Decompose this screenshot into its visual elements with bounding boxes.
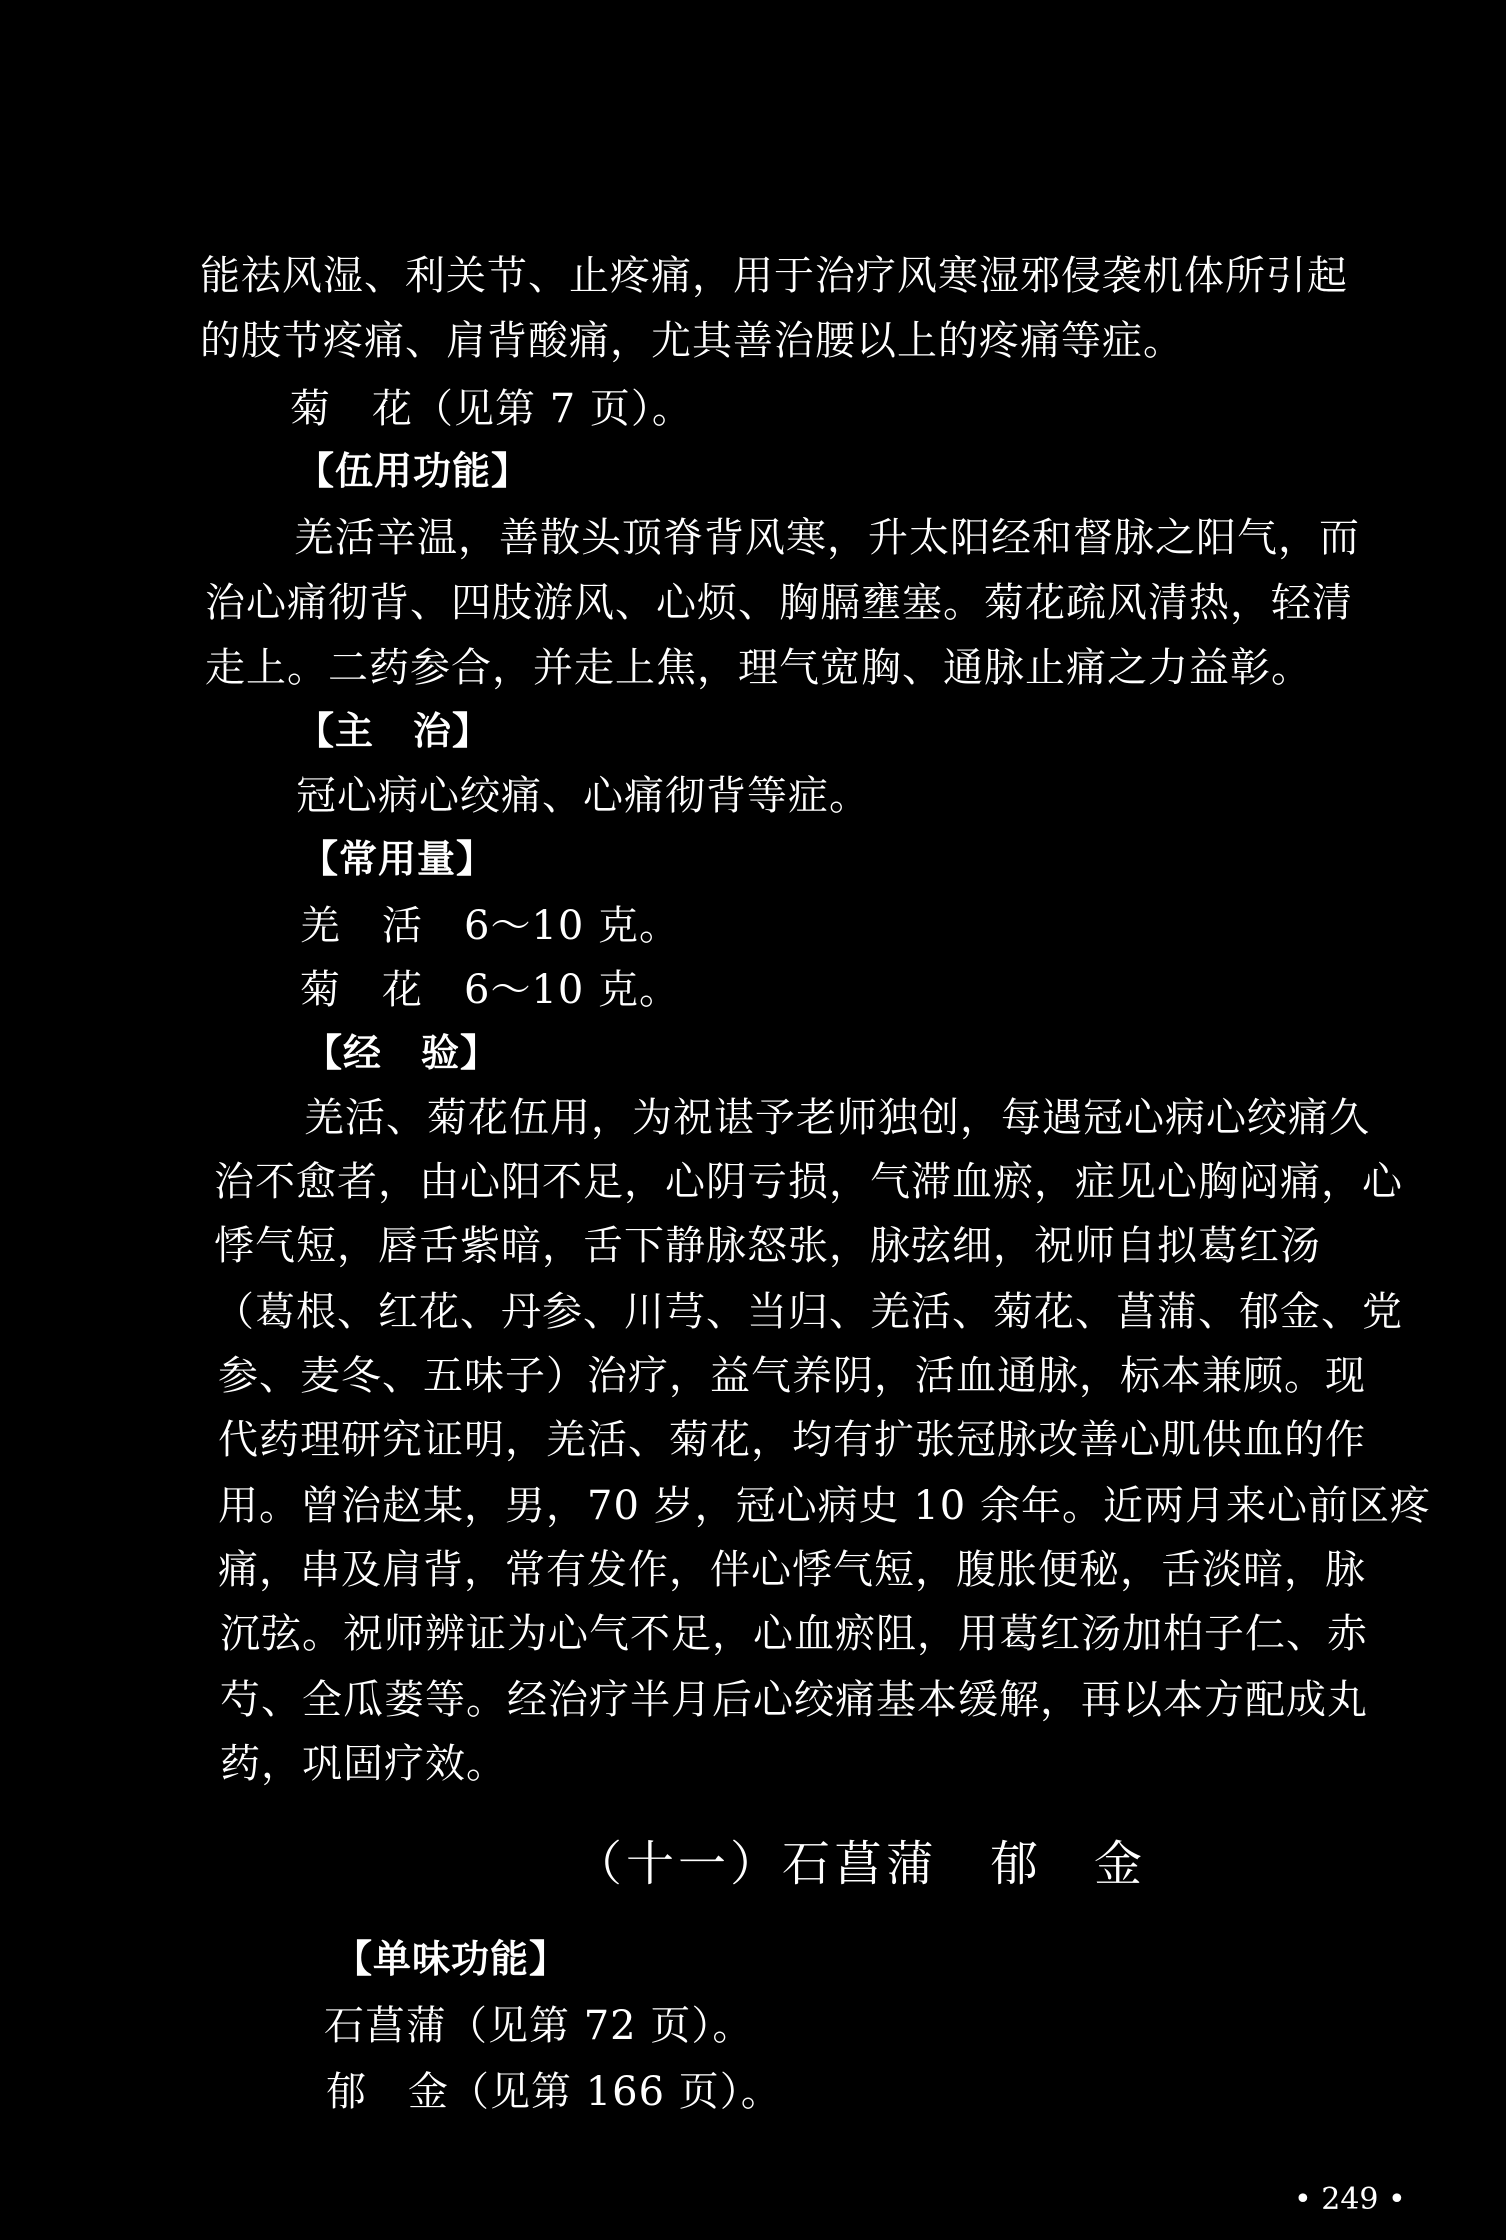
text-line: 芍、全瓜蒌等。经治疗半月后心绞痛基本缓解，再以本方配成丸 [220,1677,1368,1723]
dosage-line: 羌 活 6～10 克。 [300,903,681,949]
text-line: 走上。二药参合，并走上焦，理气宽胸、通脉止痛之力益彰。 [205,645,1312,691]
text-line: 治心痛彻背、四肢游风、心烦、胸膈壅塞。菊花疏风清热，轻清 [205,580,1353,626]
text-line: 的肢节疼痛、肩背酸痛，尤其善治腰以上的疼痛等症。 [200,318,1184,364]
text-line: 痛，串及肩背，常有发作，伴心悸气短，腹胀便秘，舌淡暗，脉 [218,1547,1366,1593]
herb-reference: 菊 花（见第 7 页）。 [290,386,693,432]
text-line: （葛根、红花、丹参、川芎、当归、羌活、菊花、菖蒲、郁金、党 [214,1289,1403,1335]
text-line: 代药理研究证明，羌活、菊花，均有扩张冠脉改善心肌供血的作 [218,1417,1366,1463]
herb-reference: 石菖蒲（见第 72 页）。 [324,2003,754,2049]
text-line: 用。曾治赵某，男，70 岁，冠心病史 10 余年。近两月来心前区疼 [218,1483,1431,1529]
text-line: 药，巩固疗效。 [220,1741,507,1787]
text-line: 沉弦。祝师辨证为心气不足，心血瘀阻，用葛红汤加柏子仁、赤 [220,1611,1368,1657]
section-heading-indications: 【主 治】 [296,709,492,753]
dosage-line: 菊 花 6～10 克。 [300,967,681,1013]
section-title: （十一）石菖蒲 郁 金 [574,1836,1147,1892]
text-line: 治不愈者，由心阳不足，心阴亏损，气滞血瘀，症见心胸闷痛，心 [214,1159,1403,1205]
text-line: 羌活辛温，善散头顶脊背风寒，升太阳经和督脉之阳气，而 [294,515,1360,561]
text-line: 参、麦冬、五味子）治疗，益气养阴，活血通脉，标本兼顾。现 [218,1353,1366,1399]
text-line: 悸气短，唇舌紫暗，舌下静脉怒张，脉弦细，祝师自拟葛红汤 [214,1223,1321,1269]
text-line: 冠心病心绞痛、心痛彻背等症。 [296,773,870,819]
section-heading-single-function: 【单味功能】 [334,1937,569,1981]
section-heading-experience: 【经 验】 [304,1031,500,1075]
section-heading-combined-function: 【伍用功能】 [296,449,531,493]
page-number: • 249 • [1294,2182,1406,2217]
text-line: 羌活、菊花伍用，为祝谌予老师独创，每遇冠心病心绞痛久 [304,1095,1370,1141]
section-heading-dosage: 【常用量】 [300,837,496,881]
text-line: 能祛风湿、利关节、止疼痛，用于治疗风寒湿邪侵袭机体所引起 [200,253,1348,299]
herb-reference: 郁 金（见第 166 页）。 [326,2069,782,2115]
